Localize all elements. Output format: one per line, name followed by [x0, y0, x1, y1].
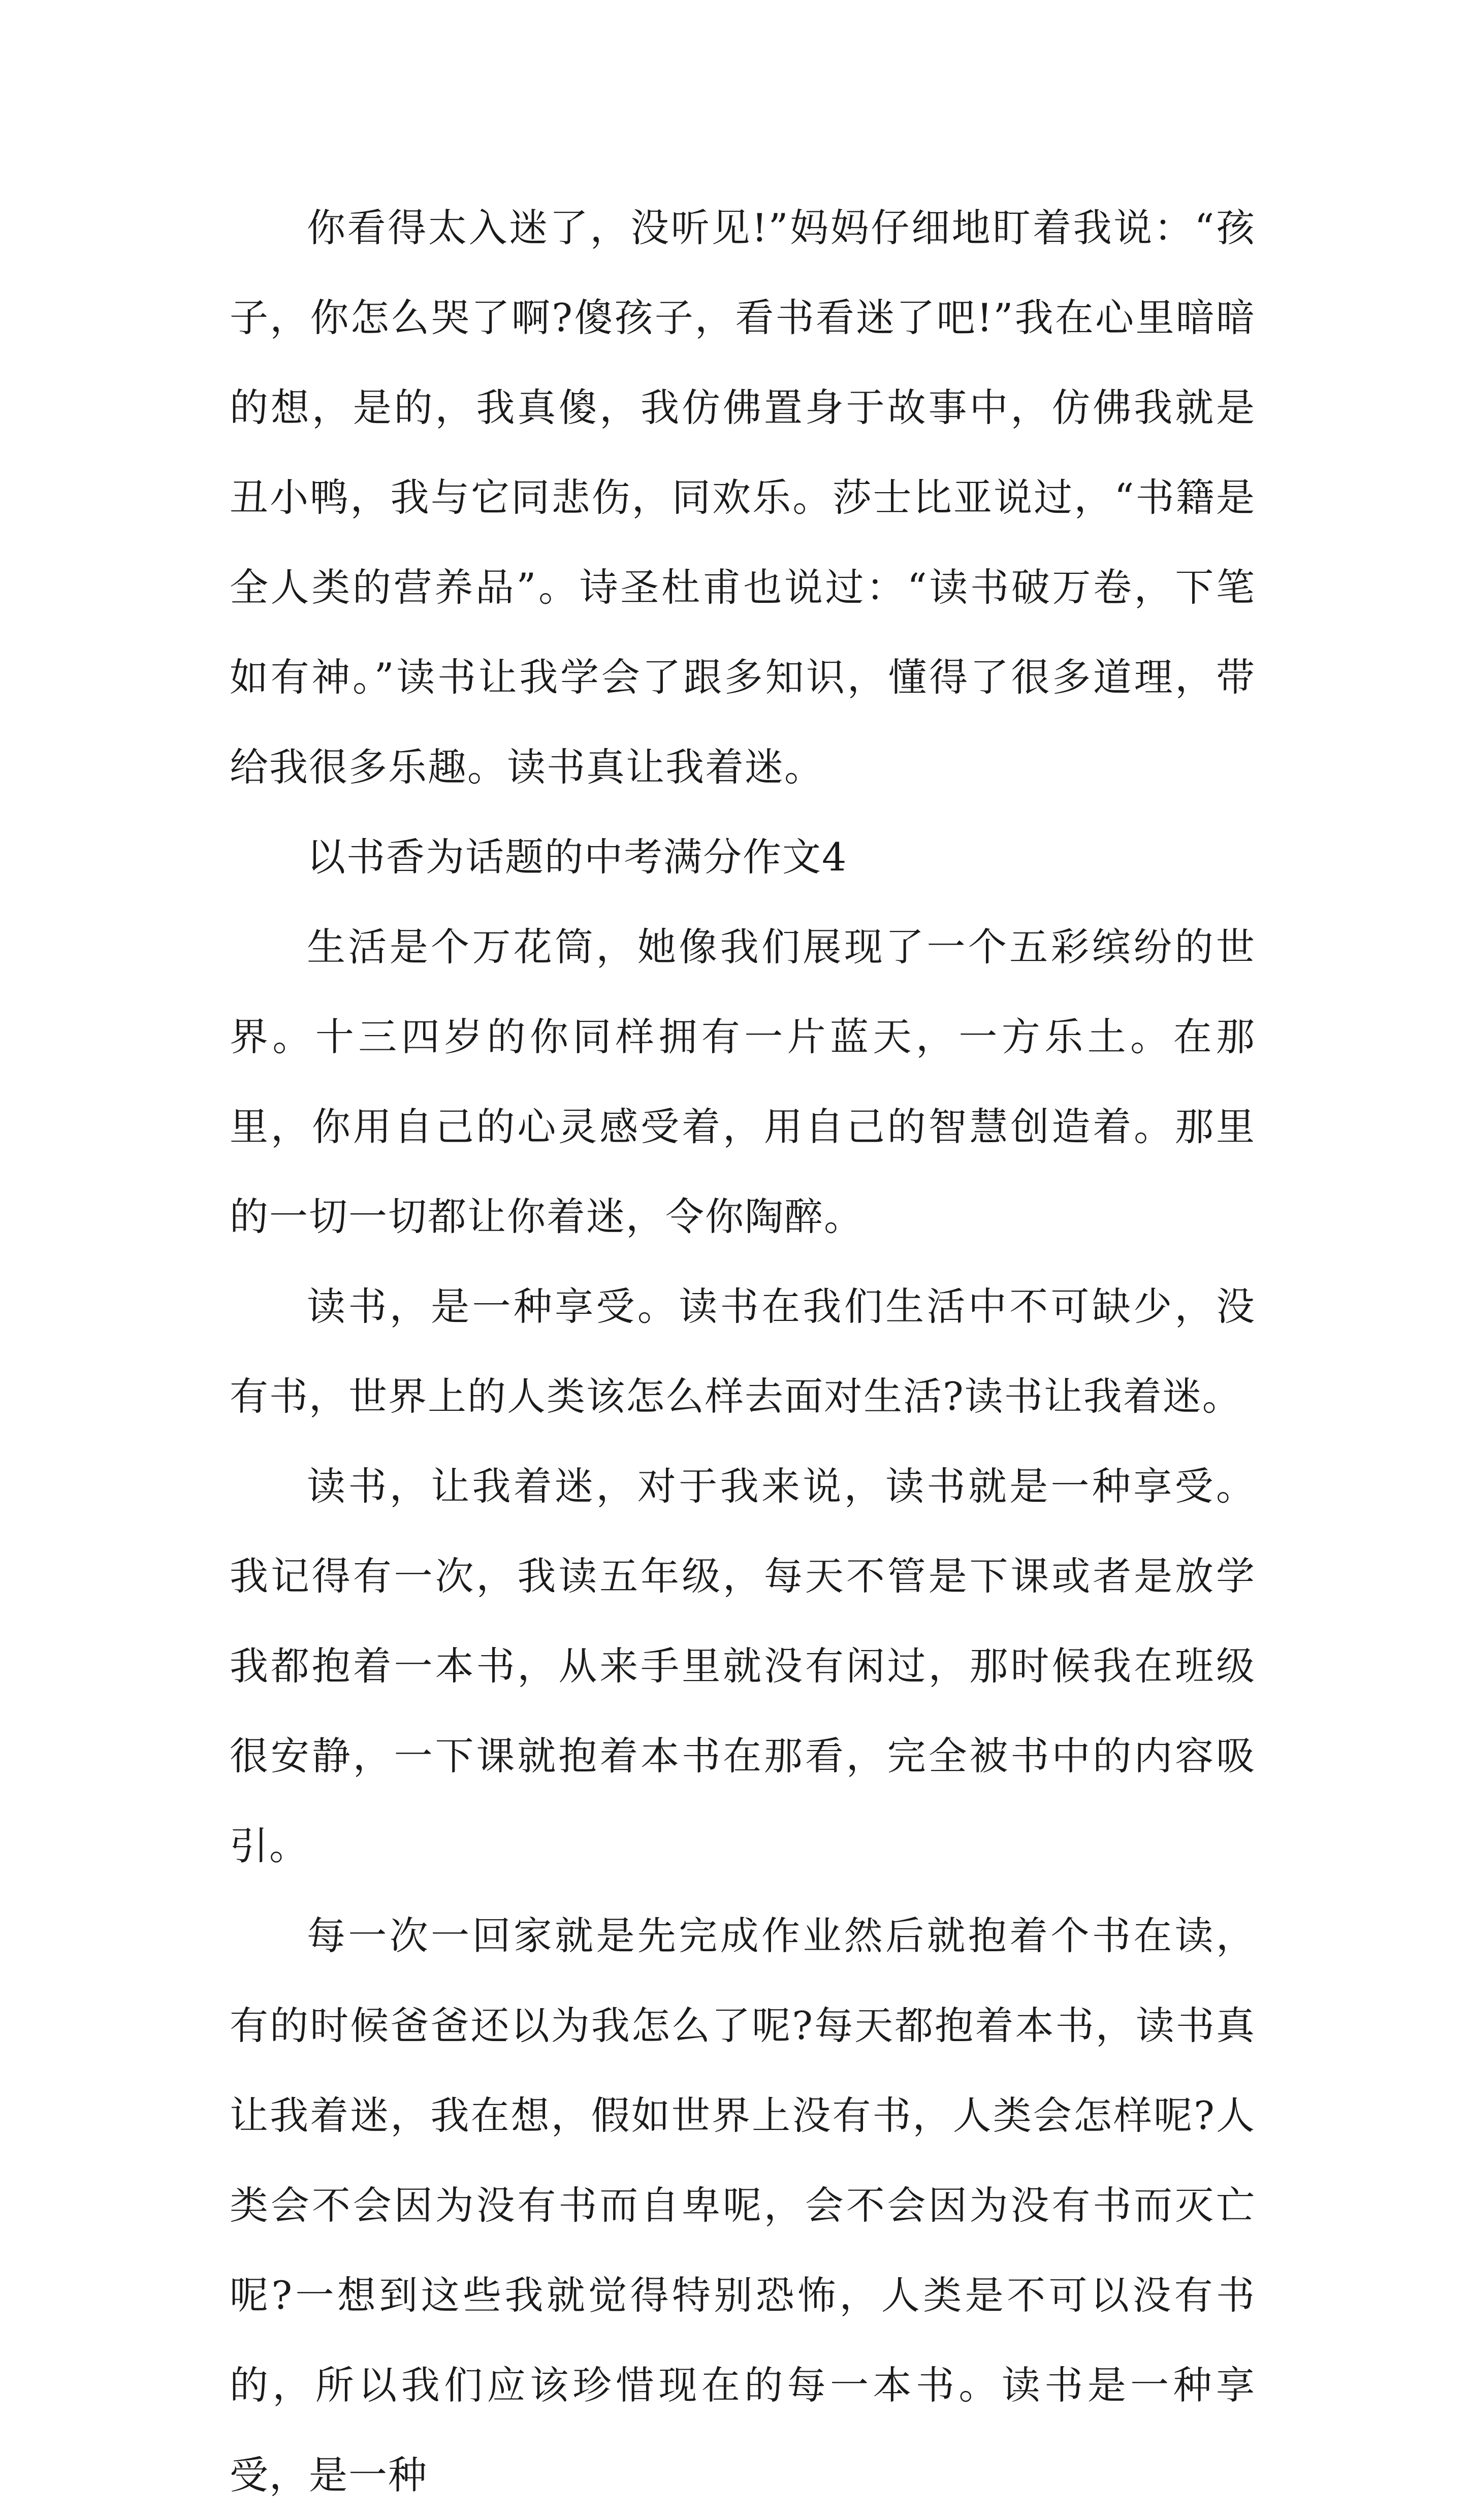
paragraph-1: 你看得太入迷了，没听见!”妈妈仔细地盯着我说：“孩子，你怎么哭了啊?傻孩子，看书看迷了吧!”我在心里暗暗的想，是的，我真傻，我仿佛置身于故事中，仿佛我就是丑小鸭，我与它同悲伤，同欢乐。莎士比亚说过，“书籍是全人类的营养品”。诗圣杜甫也说过：“读书破万卷，下笔如有神。”读书让我学会了跟多知识，懂得了很多道理，带给我很多乐趣。读书真让我着迷。 [230, 205, 1256, 790]
essay-body [230, 183, 1256, 2520]
paragraph-4: 读书，让我着迷，对于我来说，读书就是一种享受。我记得有一次，我读五年级，每天不管是下课或者是放学我都抱着一本书，从来手里就没有闲过，那时候我在班级很安静，一下课就抱着本书在那看，完全被书中的内容吸引。 [230, 1464, 1256, 1868]
paragraph-3: 读书，是一种享受。读书在我们生活中不可缺少，没有书，世界上的人类该怎么样去面对生活?读书让我着迷。 [230, 1284, 1256, 1419]
section-heading: 以书香为话题的中考满分作文4 [307, 834, 848, 880]
paragraph-2: 生活是个万花筒，她像我们展现了一个五彩缤纷的世界。十三四岁的你同样拥有一片蓝天，一方乐土。在那里，你用自己的心灵感受着，用自己的智慧创造着。那里的一切一切都让你着迷，令你陶醉。 [230, 924, 1256, 1239]
paragraph-5: 每一次一回家就是先完成作业然后就抱着个书在读，有的时候爸爸还以为我怎么了呢?每天都抱着本书，读书真让我着迷，我在想，假如世界上没有书，人类会怎样呢?人类会不会因为没有书而自卑呢，会不会因为没有书而灭亡呢?一想到这些我就觉得特别恐怖，人类是不可以没有书的，所以我们应该珍惜现在的每一本书。读书是一种享受，是一种 [230, 1913, 1256, 2498]
